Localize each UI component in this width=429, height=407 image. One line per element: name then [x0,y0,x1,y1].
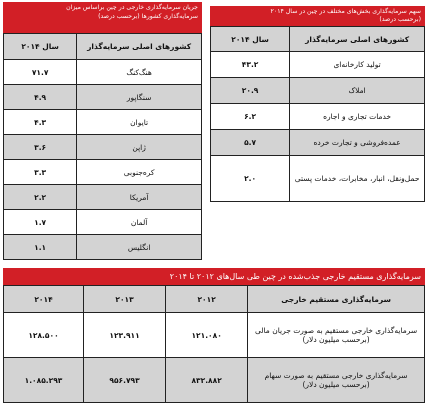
table-row [4,235,202,260]
country-cell: هنگ‌کنگ [77,60,202,85]
value-cell: ۴.۳ [4,110,77,135]
table-row [4,85,202,110]
header-line-1: سهم سرمایه‌گذاری بخش‌های مختلف در چین در سال ۲۰۱۴ [270,8,421,15]
table-header-row [4,34,202,60]
row-label-cell: سرمایه‌گذاری خارجی مستقیم به صورت سهام (برحسب میلیون دلار) [248,358,425,403]
table-row [4,210,202,235]
value-cell: ۷۱.۷ [4,60,77,85]
table-row [4,60,202,85]
row-label-cell: سرمایه‌گذاری خارجی مستقیم به صورت جریان مالی (برحسب میلیون دلار) [248,313,425,358]
sector-cell: عمده‌فروشی و تجارت خرده [290,130,425,156]
country-cell: آلمان [77,210,202,235]
country-cell: کره‌جنوبی [77,160,202,185]
table-row [211,156,425,202]
year-column-header: سال ۲۰۱۴ [4,34,77,60]
value-cell: ۸۳۲.۸۸۲ [166,358,248,403]
table-row [211,78,425,104]
country-cell: ژاپن [77,135,202,160]
sector-column-header: کشورهای اصلی سرمایه‌گذار [290,27,425,52]
sector-investment-header [210,6,425,26]
table-row [4,110,202,135]
sector-investment-panel [210,6,425,204]
year-column-header: سال ۲۰۱۴ [211,27,290,52]
header-line-1: جریان سرمایه‌گذاری خارجی در چین براساس میزان [66,4,198,11]
value-cell: ۱۲۸.۵۰۰ [4,313,84,358]
table-row [4,135,202,160]
value-cell: ۳.۶ [4,135,77,160]
table-row [211,130,425,156]
header-line-2: سرمایه‌گذاری کشورها (برحسب درصد) [98,12,198,20]
value-cell: ۱.۷ [4,210,77,235]
year-column-header: ۲۰۱۴ [4,286,84,313]
sector-cell: خدمات تجاری و اجاره [290,104,425,130]
year-column-header: ۲۰۱۲ [166,286,248,313]
value-cell: ۱۲۳.۹۱۱ [84,313,166,358]
country-investment-header [3,2,202,33]
value-cell: ۱۲۱.۰۸۰ [166,313,248,358]
header-line-2: (برحسب درصد) [379,16,421,24]
table-row [211,52,425,78]
table-row [4,358,425,403]
sector-cell: تولید کارخانه‌ای [290,52,425,78]
value-cell: ۲.۲ [4,185,77,210]
value-cell: ۲.۰ [211,156,290,202]
label-column-header: سرمایه‌گذاری مستقیم خارجی [248,286,425,313]
sector-cell: حمل‌ونقل، انبار، مخابرات، خدمات پستی [290,156,425,202]
country-cell: آمریکا [77,185,202,210]
table-row [211,104,425,130]
value-cell: ۶.۲ [211,104,290,130]
value-cell: ۹۵۶.۷۹۳ [84,358,166,403]
table-row [4,160,202,185]
table-header-row [4,286,425,313]
sector-investment-table [210,26,425,202]
table-header-row [211,27,425,52]
fdi-attracted-table [3,285,425,403]
value-cell: ۵.۷ [211,130,290,156]
country-cell: تایوان [77,110,202,135]
fdi-attracted-header: سرمایه‌گذاری مستقیم خارجی جذب‌شده در چین طی سال‌های ۲۰۱۲ تا ۲۰۱۴ [3,268,425,285]
value-cell: ۱.۰۸۵.۲۹۳ [4,358,84,403]
table-row [4,185,202,210]
country-cell: انگلیس [77,235,202,260]
value-cell: ۳.۳ [4,160,77,185]
country-investment-panel [3,2,202,261]
value-cell: ۲۰.۹ [211,78,290,104]
value-cell: ۴.۹ [4,85,77,110]
year-column-header: ۲۰۱۳ [84,286,166,313]
sector-cell: املاک [290,78,425,104]
value-cell: ۴۳.۲ [211,52,290,78]
value-cell: ۱.۱ [4,235,77,260]
country-column-header: کشورهای اصلی سرمایه‌گذار [77,34,202,60]
country-cell: سنگاپور [77,85,202,110]
fdi-attracted-panel [3,268,425,404]
table-row [4,313,425,358]
country-investment-table [3,33,202,260]
